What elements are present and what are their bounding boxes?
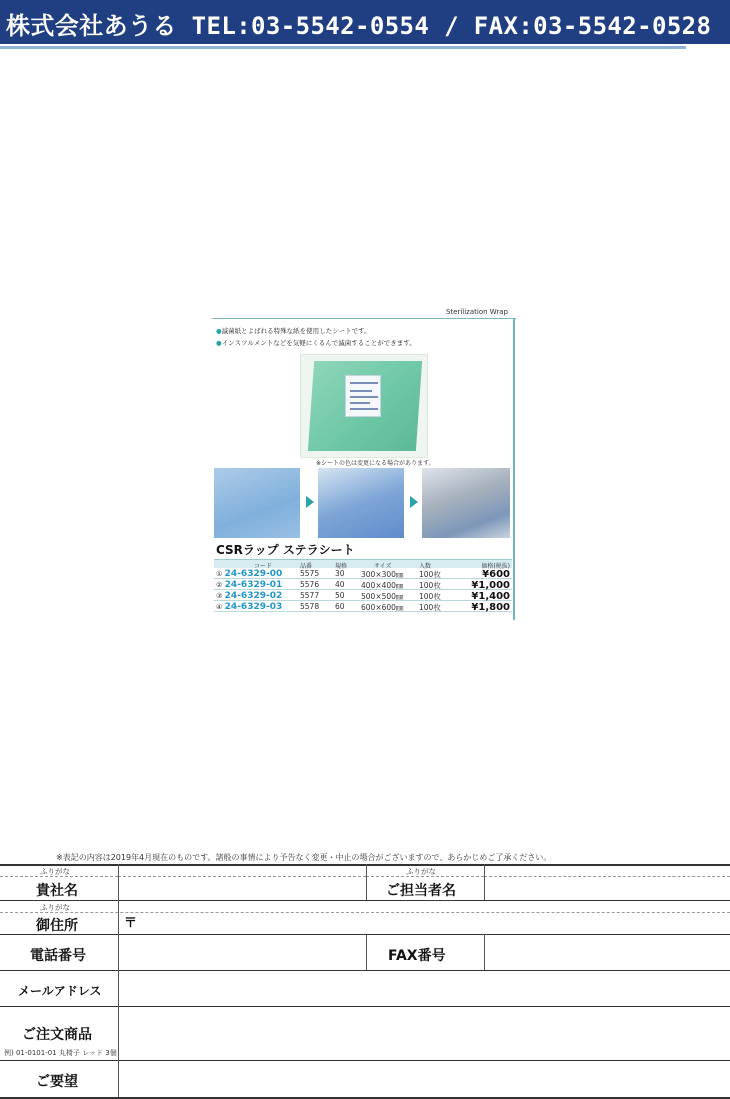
- order-example: 例) 01-0101-01 丸椅子 レッド 3個: [4, 1049, 117, 1057]
- company-label: 貴社名: [36, 883, 78, 899]
- address-input[interactable]: [140, 902, 728, 934]
- arrow-right-icon: [410, 496, 418, 508]
- table-row: ② 24-6329-01 5576 40 400×400㎜ 100枚 ¥1,000: [216, 580, 510, 591]
- header-banner: [0, 0, 730, 44]
- email-label: メールアドレス: [18, 984, 102, 998]
- address-label: 御住所: [36, 918, 78, 934]
- fax-input[interactable]: [486, 936, 728, 968]
- catalog-card: [212, 308, 516, 620]
- sterilizer-photo: [422, 468, 510, 538]
- table-row: ③ 24-6329-02 5577 50 500×500㎜ 100枚 ¥1,400: [216, 591, 510, 602]
- person-label: ご担当者名: [386, 883, 456, 899]
- product-image: [300, 354, 428, 458]
- order-item-label: ご注文商品: [22, 1027, 92, 1043]
- order-item-input[interactable]: [120, 1008, 728, 1058]
- card-top-divider: [212, 318, 516, 319]
- feature-bullet-1: ●滅菌紙とよばれる特殊な紙を使用したシートです。: [216, 327, 371, 335]
- phone-input[interactable]: [120, 936, 364, 968]
- table-row: ④ 24-6329-03 5578 60 600×600㎜ 100枚 ¥1,800: [216, 602, 510, 613]
- furigana-label: ふりがな: [40, 867, 70, 876]
- package-label-image: [345, 375, 381, 417]
- fax-label: FAX番号: [388, 948, 446, 964]
- request-label: ご要望: [36, 1074, 78, 1090]
- furigana-label: ふりがな: [406, 867, 436, 876]
- arrow-right-icon: [306, 496, 314, 508]
- feature-bullet-2: ●インスツルメントなどを気軽にくるんで滅菌することができます。: [216, 339, 416, 347]
- catalog-title-en: Sterilization Wrap: [445, 308, 508, 316]
- header-underline: [0, 46, 686, 49]
- table-row: ① 24-6329-00 5575 30 300×300㎜ 100枚 ¥600: [216, 569, 510, 580]
- request-input[interactable]: [120, 1062, 728, 1095]
- furigana-label: ふりがな: [40, 903, 70, 912]
- card-right-border: [513, 318, 515, 620]
- phone-label: 電話番号: [30, 948, 86, 964]
- person-input[interactable]: [486, 866, 728, 898]
- spec-table: [214, 559, 512, 612]
- postal-mark: 〒: [124, 916, 138, 931]
- email-input[interactable]: [120, 972, 728, 1004]
- color-note: ※シートの色は変更になる場合があります。: [316, 460, 435, 467]
- company-contact: 株式会社あうる TEL:03-5542-0554 / FAX:03-5542-0528: [6, 12, 712, 40]
- bullet-dot-icon: ●: [216, 327, 222, 335]
- product-name: CSRラップ ステラシート: [216, 543, 355, 557]
- bullet-dot-icon: ●: [216, 339, 222, 347]
- wrapped-pack-photo: [318, 468, 404, 538]
- spec-table-header: コード 品番 規格 サイズ 入数 価格(税抜): [214, 559, 512, 568]
- company-input[interactable]: [120, 866, 364, 898]
- disclaimer-note: ※表記の内容は2019年4月現在のものです。諸般の事情により予告なく変更・中止の場合がございますので、あらかじめご了承ください。: [56, 853, 552, 862]
- instrument-photo: [214, 468, 300, 538]
- order-form: [0, 864, 730, 1099]
